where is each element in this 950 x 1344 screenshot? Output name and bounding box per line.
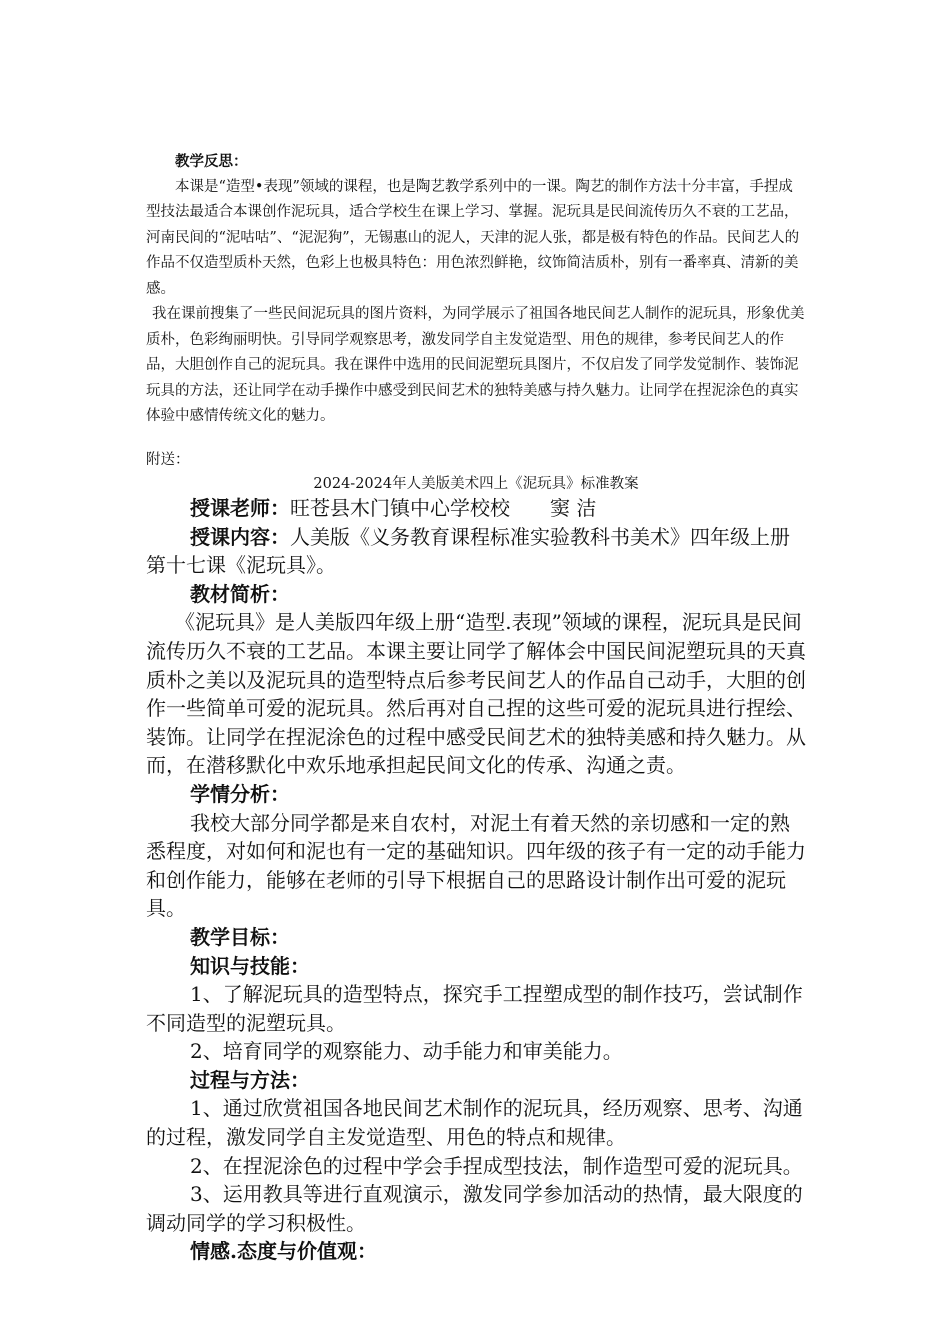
analysis-heading: 教材简析： — [190, 581, 290, 606]
reflection-paragraph-1: 本课是“造型•表现”领域的课程，也是陶艺教学系列中的一课。陶艺的制作方法十分丰富，手捏成型技法最适合本课创作泥玩具，适合学校生在课上学习、掌握。泥玩具是民间流传历久不衰的工艺品，河南民间的“泥咕咕”、“泥泥狗”，无锡惠山的泥人，天津的泥人张，都是极有特色的作品。民间艺人的作品不仅造型质朴天然，色彩上也极具特色：用色浓烈鲜艳，纹饰简洁质朴，别有一番率真、清新的美感。 — [146, 178, 800, 297]
knowledge-heading: 知识与技能： — [190, 953, 310, 978]
student-text: 我校大部分同学都是来自农村，对泥土有着天然的亲切感和一定的熟悉程度，对如何和泥也有一定的基础知识。四年级的孩子有一定的动手能力和创作能力，能够在老师的引导下根据自己的思路设计制作出可爱的泥玩具。 — [146, 810, 806, 921]
content-value: 人美版《义务教育课程标准实验教科书美术》四年级上册第十七课《泥玩具》。 — [146, 524, 790, 578]
lesson-plan-title: 2024-2024年人美版美术四上《泥玩具》标准教案 — [313, 476, 639, 492]
reflection-paragraph-2: 我在课前搜集了一些民间泥玩具的图片资料，为同学展示了祖国各地民间艺人制作的泥玩具，形象优美质朴，色彩绚丽明快。引导同学观察思考，激发同学自主发觉造型、用色的规律，参考民间艺人的作品，大胆创作自己的泥玩具。我在课件中选用的民间泥塑玩具图片，不仅启发了同学发觉制作、装饰泥玩具的方法，还让同学在动手操作中感受到民间艺术的独特美感与持久魅力。让同学在捏泥涂色的真实体验中感情传统文化的魅力。 — [146, 306, 805, 424]
reflection-section — [146, 149, 806, 430]
appendix-label: 附送： — [146, 452, 190, 468]
analysis-text: 《泥玩具》是人美版四年级上册“造型.表现”领域的课程，泥玩具是民间流传历久不衰的工艺品。本课主要让同学了解体会中国民间泥塑玩具的天真质朴之美以及泥玩具的造型特点后参考民间艺人的作品自己动手，大胆的创作一些简单可爱的泥玩具。然后再对自己捏的这些可爱的泥玩具进行捏绘、装饰。让同学在捏泥涂色的过程中感受民间艺术的独特美感和持久魅力。从而，在潜移默化中欢乐地承担起民间文化的传承、沟通之责。 — [146, 610, 806, 778]
process-heading: 过程与方法： — [190, 1067, 310, 1092]
process-item-2: 2、在捏泥涂色的过程中学会手捏成型技法，制作造型可爱的泥玩具。 — [190, 1153, 803, 1178]
knowledge-item-2: 2、培育同学的观察能力、动手能力和审美能力。 — [190, 1039, 623, 1064]
knowledge-item-1: 1、了解泥玩具的造型特点，探究手工捏塑成型的制作技巧，尝试制作不同造型的泥塑玩具。 — [146, 982, 803, 1035]
emotion-heading: 情感.态度与价值观： — [190, 1239, 377, 1264]
goals-heading: 教学目标： — [190, 924, 290, 949]
student-heading: 学情分析： — [190, 781, 290, 806]
content-line — [146, 523, 806, 580]
process-item-3: 3、运用教具等进行直观演示，激发同学参加活动的热情，最大限度的调动同学的学习积极性。 — [146, 1182, 803, 1235]
content-label: 授课内容： — [190, 524, 290, 549]
process-item-1: 1、通过欣赏祖国各地民间艺术制作的泥玩具，经历观察、思考、沟通的过程，激发同学自主发觉造型、用色的特点和规律。 — [146, 1096, 803, 1150]
lesson-plan-body — [146, 494, 806, 1266]
teacher-value: 旺苍县木门镇中心学校校 窦 洁 — [290, 496, 597, 520]
teacher-line — [146, 494, 806, 523]
teacher-label: 授课老师： — [190, 496, 290, 520]
reflection-heading: 教学反思： — [175, 153, 248, 170]
